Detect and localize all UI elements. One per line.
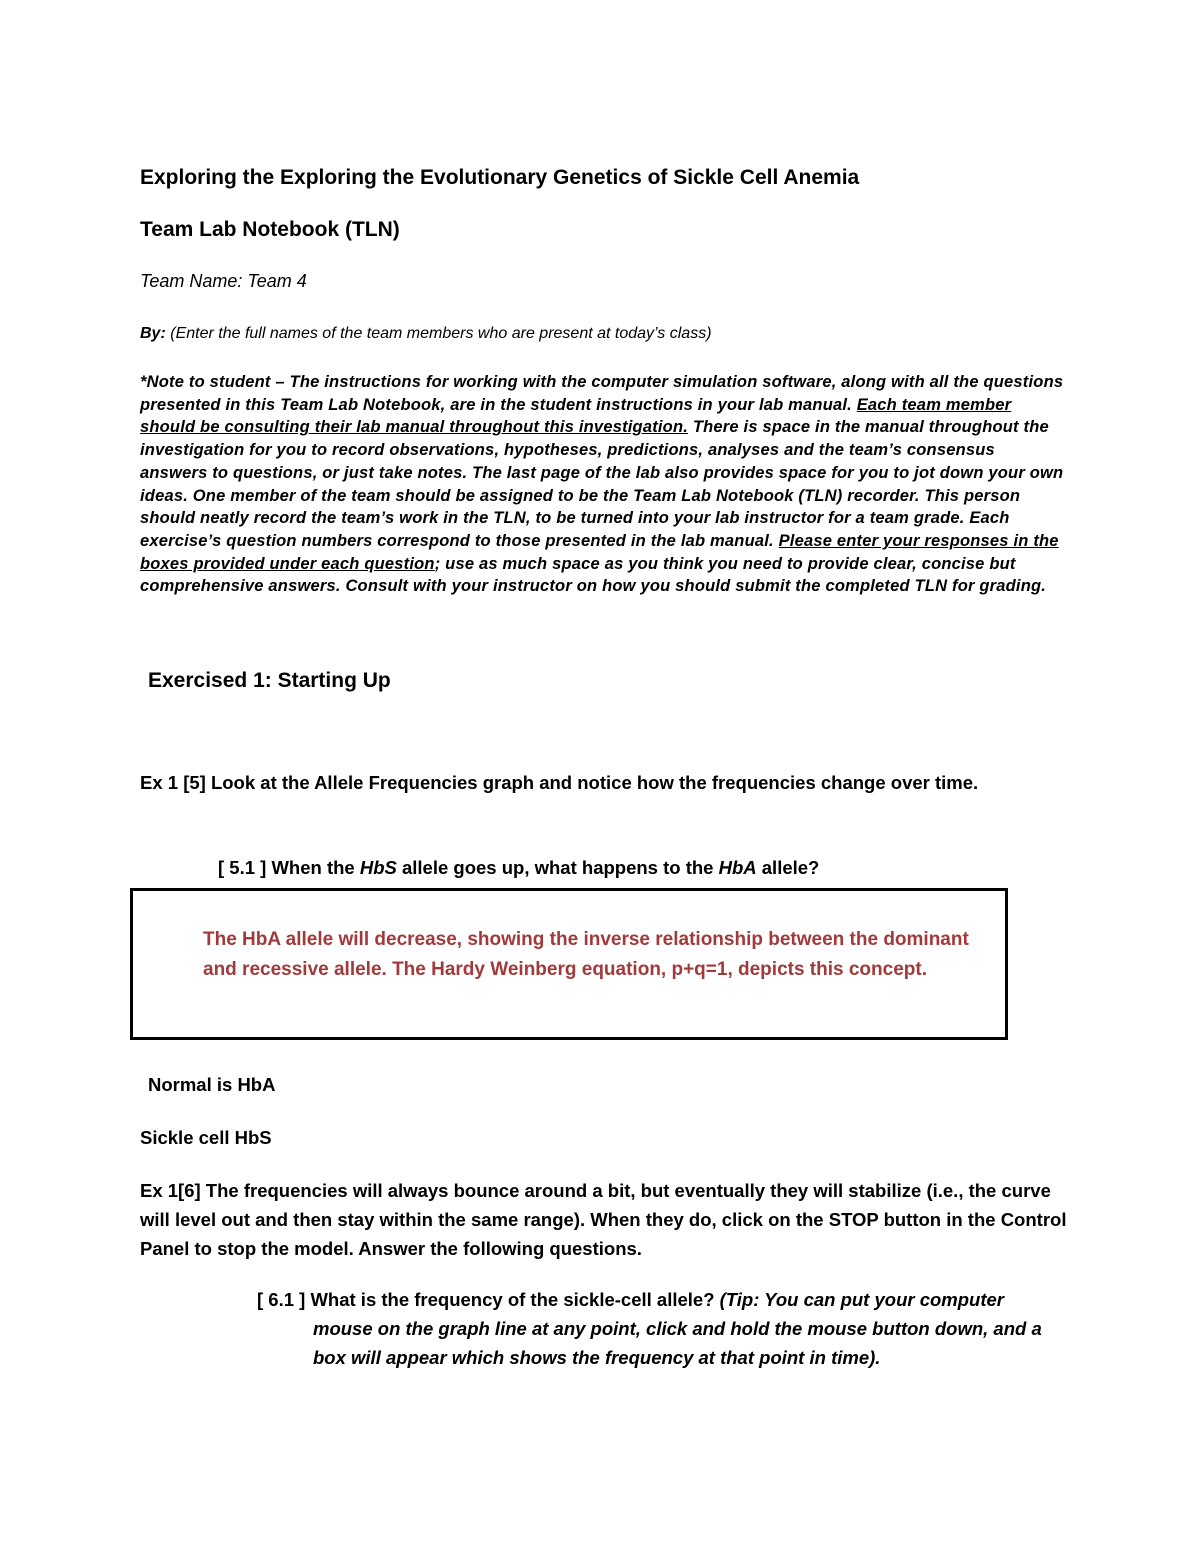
exercise-1-heading: Exercised 1: Starting Up [148,669,391,692]
by-label: By: [140,325,166,342]
question-5-1-prefix: [ 5.1 ] When the [218,857,360,878]
note-part-1: *Note to student – The instructions for working with the computer simulation software, along with all the questions presented in this Team Lab Notebook, are in the student instructions in your lab manual. [140,373,1064,414]
question-5: Ex 1 [5] Look at the Allele Frequencies graph and notice how the frequencies change over time. [140,772,979,793]
note-part-2: There is space in the manual throughout the investigation for you to record observations, hypotheses, predictions, analyses and the team’s consensus answers to questions, or just take notes. The last page of the lab also provides space for you to jot down your own ideas. One member of the team should be assigned to be the Team Lab Notebook (TLN) recorder. This person should neatly record the team’s work in the TLN, to be turned into your lab instructor for a team grade. Each exercise’s question numbers correspond to those presented in the lab manual. [140,418,1064,550]
question-5-1-hbs: HbS [359,857,397,878]
note-normal: Normal is HbA [148,1074,276,1095]
question-6: Ex 1[6] The frequencies will always bounce around a bit, but eventually they will stabilize (i.e., the curve will level out and then stay within the same range). When they do, click on the STOP button in the Control Panel to stop the model. Answer the following questions. [140,1180,1067,1259]
note-part-3: ; use as much space as you think you need to provide clear, concise but comprehensive answers. Consult with your instructor on how you should submit the completed TLN for grading. [140,554,1047,596]
question-6-1 [257,1285,1067,1372]
note-underline-1: Each team member should be consulting their lab manual throughout this investigation. [140,395,1012,437]
question-6-1-tip: (Tip: You can put your computer mouse on the graph line at any point, click and hold the mouse button down, and a box will appear which shows the frequency at that point in time). [313,1289,1042,1368]
document-title: Exploring the Exploring the Evolutionary Genetics of Sickle Cell Anemia [140,166,860,189]
question-5-1-suffix: allele? [756,857,820,878]
question-5-1-hba: HbA [718,857,757,878]
question-5-1 [218,853,819,882]
answer-5-1-text: The HbA allele will decrease, showing the inverse relationship between the dominant and recessive allele. The Hardy Weinberg equation, p+q=1, depicts this concept. [203,929,969,980]
by-line [140,325,712,343]
by-instruction: (Enter the full names of the team members who are present at today’s class) [170,325,712,342]
answer-box-5-1[interactable] [130,888,1008,1040]
document-subtitle: Team Lab Notebook (TLN) [140,218,400,241]
note-sickle: Sickle cell HbS [140,1127,272,1148]
note-to-student [140,371,1065,598]
question-6-1-prefix: [ 6.1 ] What is the frequency of the sickle-cell allele? [257,1289,720,1310]
question-5-1-mid: allele goes up, what happens to the [396,857,719,878]
team-name: Team Name: Team 4 [140,271,307,291]
note-underline-2: Please enter your responses in the boxes provided under each question [140,531,1059,573]
